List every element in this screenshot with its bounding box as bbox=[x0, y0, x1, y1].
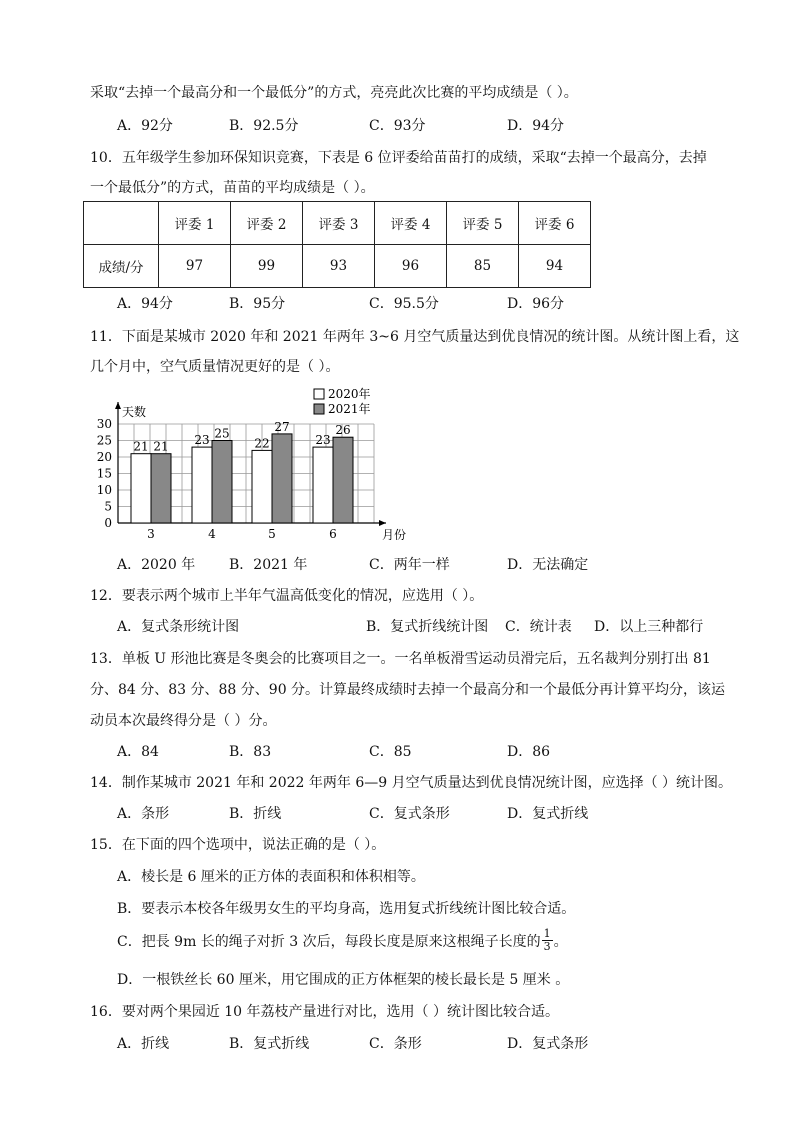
fraction bbox=[542, 928, 553, 953]
bar bbox=[272, 434, 292, 523]
fraction-denominator: 3 bbox=[543, 940, 551, 953]
table-header-cell: 评委 6 bbox=[519, 202, 591, 245]
fraction-numerator: 1 bbox=[543, 927, 551, 940]
q14-option-c: C．复式条形 bbox=[369, 806, 450, 822]
data-label: 21 bbox=[153, 439, 169, 454]
bar bbox=[252, 450, 272, 523]
table-header-cell: 评委 1 bbox=[159, 202, 231, 245]
q12-option-c: C．统计表 bbox=[505, 619, 572, 635]
data-label: 27 bbox=[274, 419, 290, 434]
q10-stem-line2: 一个最低分”的方式，苗苗的平均成绩是（ ）。 bbox=[90, 180, 375, 196]
x-axis-arrow-icon bbox=[379, 520, 386, 526]
q15-option-c-text: C．把長 9m 长的绳子对折 3 次后，每段长度是原来这根绳子长度的 bbox=[117, 933, 541, 950]
table-cell: 94 bbox=[519, 245, 591, 288]
bar bbox=[333, 437, 353, 523]
data-label: 26 bbox=[335, 423, 351, 438]
q11-option-a: A．2020 年 bbox=[117, 557, 196, 573]
q9-option-b: B．92.5分 bbox=[229, 118, 299, 134]
q15-option-a: A．棱长是 6 厘米的正方体的表面积和体积相等。 bbox=[117, 869, 425, 885]
legend-label: 2020年 bbox=[328, 387, 371, 401]
q9-stem: 采取“去掉一个最高分和一个最低分”的方式，亮亮此次比赛的平均成绩是（ ）。 bbox=[90, 85, 578, 101]
x-axis-label: 月份 bbox=[382, 528, 407, 542]
q15-stem: 15．在下面的四个选项中，说法正确的是（ ）。 bbox=[90, 837, 386, 853]
table-header-cell bbox=[84, 202, 159, 245]
q15-option-d: D．一根铁丝长 60 厘米，用它围成的正方体框架的棱长最长是 5 厘米 。 bbox=[117, 972, 570, 988]
y-tick-label: 10 bbox=[96, 483, 112, 497]
y-tick-label: 0 bbox=[104, 516, 112, 530]
data-label: 25 bbox=[214, 426, 230, 441]
table-cell: 96 bbox=[375, 245, 447, 288]
q10-option-c: C．95.5分 bbox=[369, 296, 439, 312]
q13-stem-line3: 动员本次最终得分是（ ）分。 bbox=[90, 713, 277, 729]
q11-option-c: C．两年一样 bbox=[369, 557, 450, 573]
q14-option-a: A．条形 bbox=[117, 806, 170, 822]
x-tick-label: 5 bbox=[268, 527, 276, 541]
table-row bbox=[84, 245, 591, 288]
q16-option-a: A．折线 bbox=[117, 1036, 170, 1052]
q11-option-d: D．无法确定 bbox=[507, 557, 589, 573]
q11-stem-line1: 11．下面是某城市 2020 年和 2021 年两年 3~6 月空气质量达到优良情况的统计图。从统计图上看，这 bbox=[90, 329, 740, 345]
table-cell: 85 bbox=[447, 245, 519, 288]
y-axis-label: 天数 bbox=[122, 405, 147, 419]
q10-option-d: D．96分 bbox=[507, 296, 565, 312]
x-tick-label: 4 bbox=[208, 527, 216, 541]
q13-option-b: B．83 bbox=[229, 744, 272, 760]
data-label: 21 bbox=[133, 439, 149, 454]
y-axis-arrow-icon bbox=[115, 402, 121, 409]
y-tick-label: 5 bbox=[104, 499, 112, 514]
q15-option-b: B．要表示本校各年级男女生的平均身高，选用复式折线统计图比较合适。 bbox=[117, 901, 576, 917]
q13-option-c: C．85 bbox=[369, 744, 412, 760]
bar-chart bbox=[88, 385, 407, 545]
table-header-row bbox=[84, 202, 591, 245]
q15-option-c-end: 。 bbox=[553, 933, 568, 950]
q11-option-b: B．2021 年 bbox=[229, 557, 308, 573]
q9-option-a: A．92分 bbox=[117, 118, 173, 134]
q10-option-b: B．95分 bbox=[229, 296, 286, 312]
q16-option-c: C．条形 bbox=[369, 1036, 422, 1052]
q14-stem: 14．制作某城市 2021 年和 2022 年两年 6—9 月空气质量达到优良情况统计图，应选择（ ）统计图。 bbox=[90, 775, 733, 791]
q15-option-c bbox=[117, 928, 568, 953]
q9-option-d: D．94分 bbox=[507, 118, 565, 134]
legend-swatch bbox=[314, 389, 324, 399]
q13-option-a: A．84 bbox=[117, 744, 159, 760]
q12-option-b: B．复式折线统计图 bbox=[366, 619, 489, 635]
x-tick-label: 6 bbox=[329, 527, 337, 541]
legend-label: 2021年 bbox=[328, 402, 371, 416]
q16-option-d: D．复式条形 bbox=[507, 1036, 589, 1052]
judges-score-table bbox=[83, 201, 591, 288]
table-cell: 99 bbox=[231, 245, 303, 288]
table-cell: 93 bbox=[303, 245, 375, 288]
bar bbox=[151, 454, 171, 523]
bar bbox=[313, 447, 333, 523]
table-header-cell: 评委 3 bbox=[303, 202, 375, 245]
bar bbox=[192, 447, 212, 523]
y-tick-label: 30 bbox=[96, 417, 112, 431]
x-tick-label: 3 bbox=[147, 527, 155, 541]
table-row-label: 成绩/分 bbox=[84, 245, 159, 288]
q13-stem-line2: 分、84 分、83 分、88 分、90 分。计算最终成绩时去掉一个最高分和一个最低分再计算平均分，该运 bbox=[90, 682, 726, 698]
q12-stem: 12．要表示两个城市上半年气温高低变化的情况，应选用（ ）。 bbox=[90, 588, 484, 604]
q14-option-b: B．折线 bbox=[229, 806, 282, 822]
q9-option-c: C．93分 bbox=[369, 118, 426, 134]
q13-option-d: D．86 bbox=[507, 744, 551, 760]
table-header-cell: 评委 5 bbox=[447, 202, 519, 245]
q16-stem: 16．要对两个果园近 10 年荔枝产量进行对比，选用（ ）统计图比较合适。 bbox=[90, 1004, 559, 1020]
q14-option-d: D．复式折线 bbox=[507, 806, 589, 822]
q10-option-a: A．94分 bbox=[117, 296, 173, 312]
data-label: 23 bbox=[315, 433, 331, 448]
data-label: 23 bbox=[194, 433, 210, 448]
y-tick-label: 20 bbox=[96, 450, 112, 464]
table-cell: 97 bbox=[159, 245, 231, 288]
y-tick-label: 15 bbox=[96, 466, 112, 481]
legend-swatch bbox=[314, 404, 324, 414]
bar bbox=[131, 454, 151, 523]
data-label: 22 bbox=[254, 436, 270, 451]
y-tick-label: 25 bbox=[96, 433, 112, 448]
bar bbox=[212, 441, 232, 524]
q10-stem-line1: 10．五年级学生参加环保知识竞赛，下表是 6 位评委给苗苗打的成绩，采取“去掉一个最高分，去掉 bbox=[90, 150, 707, 166]
table-header-cell: 评委 2 bbox=[231, 202, 303, 245]
q12-option-d: D．以上三种都行 bbox=[594, 619, 704, 635]
table-header-cell: 评委 4 bbox=[375, 202, 447, 245]
q11-stem-line2: 几个月中，空气质量情况更好的是（ ）。 bbox=[90, 359, 340, 375]
q13-stem-line1: 13．单板 U 形池比赛是冬奥会的比赛项目之一。一名单板滑雪运动员滑完后，五名裁判分别打出 81 bbox=[90, 651, 711, 667]
q12-option-a: A．复式条形统计图 bbox=[117, 619, 240, 635]
q16-option-b: B．复式折线 bbox=[229, 1036, 310, 1052]
